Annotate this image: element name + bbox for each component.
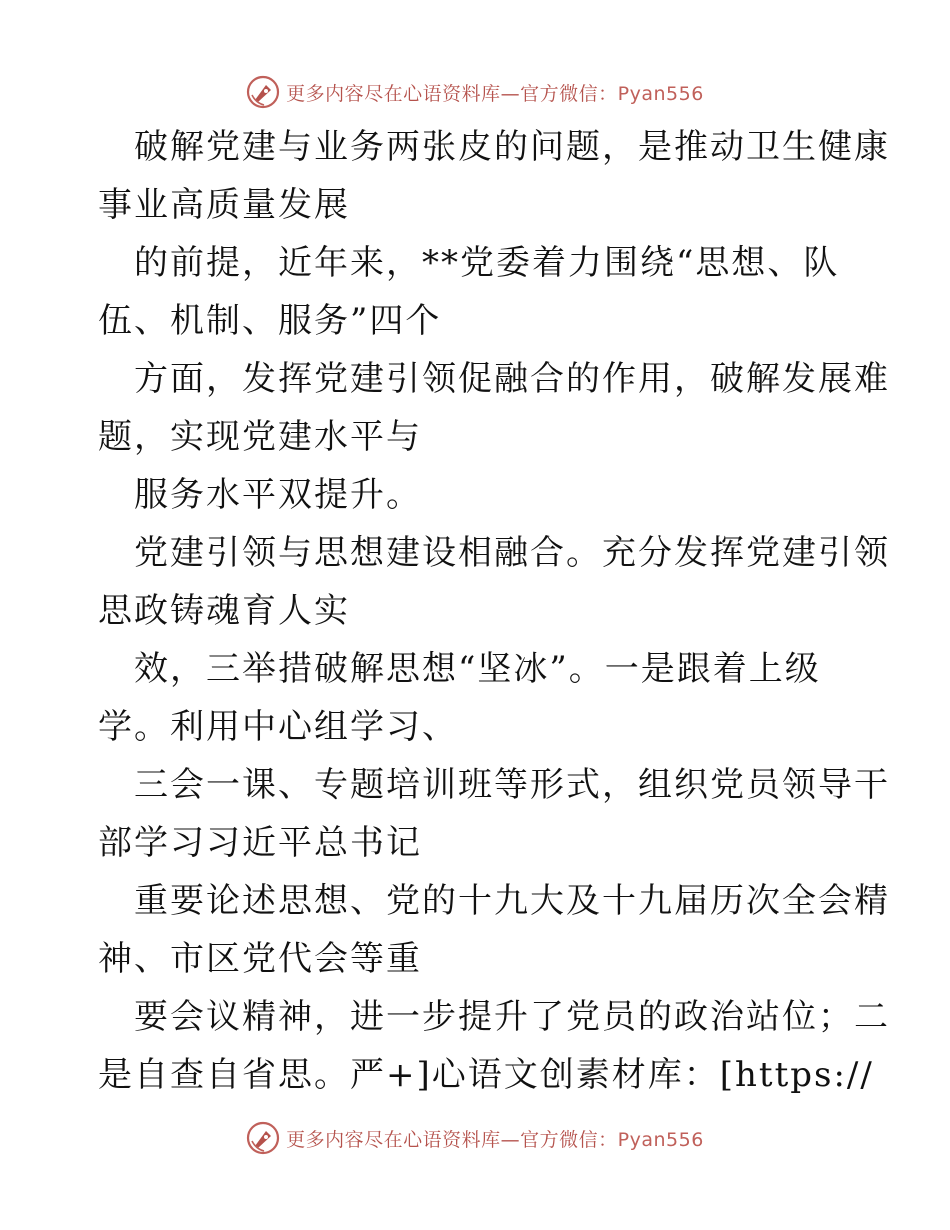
text-line: 党建引领与思想建设相融合。充分发挥党建引领 bbox=[134, 533, 890, 573]
text-line: 学。利用中心组学习、 bbox=[98, 707, 458, 747]
text-line: 事业高质量发展 bbox=[98, 185, 350, 225]
text-line: 思政铸魂育人实 bbox=[98, 591, 350, 631]
text-line: 的前提，近年来，**党委着力围绕“思想、队 bbox=[134, 243, 840, 283]
text-line: 题，实现党建水平与 bbox=[98, 417, 422, 457]
header-watermark bbox=[0, 72, 950, 112]
text-line: 破解党建与业务两张皮的问题，是推动卫生健康 bbox=[134, 127, 890, 167]
pen-nib-logo-icon bbox=[246, 1121, 280, 1155]
text-line: 是自查自省思。严+]心语文创素材库：[https:// bbox=[98, 1055, 874, 1095]
text-line: 效，三举措破解思想“坚冰”。一是跟着上级 bbox=[134, 649, 821, 689]
text-line: 部学习习近平总书记 bbox=[98, 823, 422, 863]
watermark-text: 更多内容尽在心语资料库—官方微信：Pyan556 bbox=[286, 1128, 704, 1151]
watermark-text: 更多内容尽在心语资料库—官方微信：Pyan556 bbox=[286, 82, 704, 105]
text-line: 神、市区党代会等重 bbox=[98, 939, 422, 979]
text-line: 伍、机制、服务”四个 bbox=[98, 301, 442, 341]
text-line: 方面，发挥党建引领促融合的作用，破解发展难 bbox=[134, 359, 890, 399]
text-line: 要会议精神，进一步提升了党员的政治站位；二 bbox=[134, 997, 890, 1037]
text-line: 重要论述思想、党的十九大及十九届历次全会精 bbox=[134, 881, 890, 921]
text-line: 三会一课、专题培训班等形式，组织党员领导干 bbox=[134, 765, 890, 805]
footer-watermark bbox=[0, 1118, 950, 1158]
pen-nib-logo-icon bbox=[246, 75, 280, 109]
text-line: 服务水平双提升。 bbox=[134, 475, 422, 515]
document-body bbox=[98, 118, 890, 1104]
